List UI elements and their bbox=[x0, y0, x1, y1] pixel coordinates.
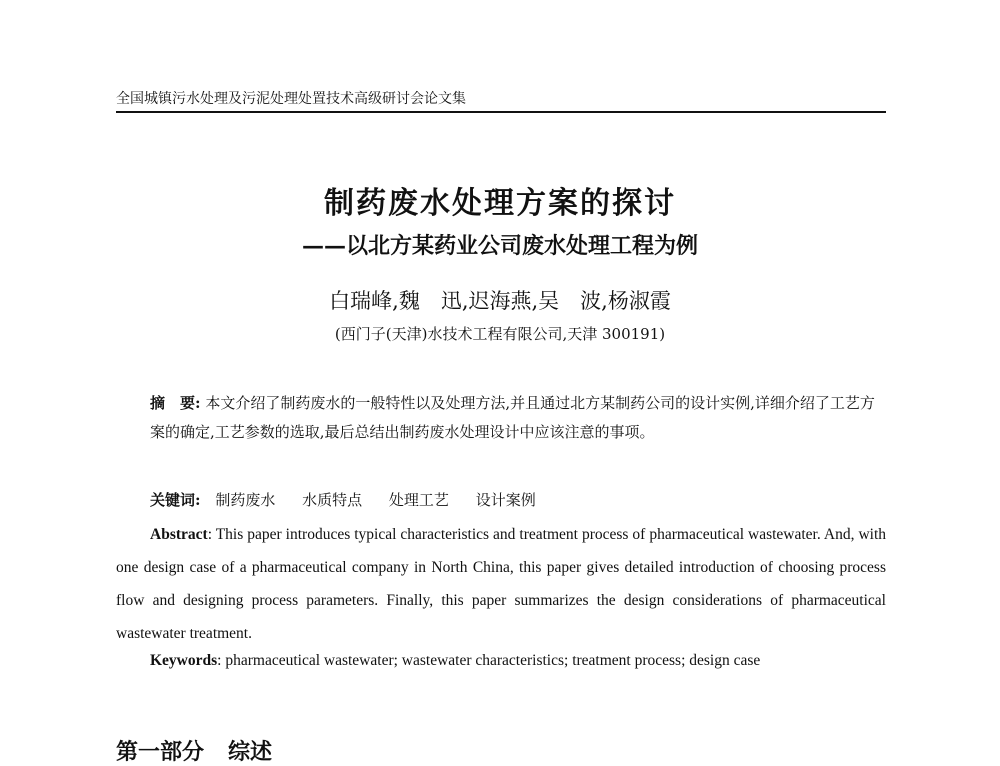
keyword-cn: 处理工艺 bbox=[388, 491, 449, 509]
keyword-cn: 制药废水 bbox=[215, 491, 276, 509]
keywords-en-text: : pharmaceutical wastewater; wastewater characteristics; treatment process; design case bbox=[217, 652, 761, 669]
section-heading bbox=[116, 735, 272, 766]
affiliation: (西门子(天津)水技术工程有限公司,天津 300191) bbox=[334, 325, 666, 343]
keywords-english bbox=[150, 652, 886, 670]
keyword-cn: 水质特点 bbox=[302, 491, 363, 509]
section-title: 综述 bbox=[228, 740, 273, 765]
abstract-english bbox=[116, 518, 886, 650]
author-list: 白瑞峰,魏 迅,迟海燕,吴 波,杨淑霞 bbox=[329, 289, 671, 313]
keywords-chinese bbox=[150, 489, 875, 510]
keyword-cn: 设计案例 bbox=[475, 491, 536, 509]
section-number: 第一部分 bbox=[116, 740, 205, 765]
paper-subtitle: ——以北方某药业公司废水处理工程为例 bbox=[301, 233, 698, 259]
abstract-chinese bbox=[150, 389, 875, 447]
keywords-en-label: Keywords bbox=[150, 652, 218, 669]
paper-title: 制药废水处理方案的探讨 bbox=[324, 186, 676, 221]
running-header bbox=[116, 88, 886, 113]
abstract-cn-text: 本文介绍了制药废水的一般特性以及处理方法,并且通过北方某制药公司的设计实例,详细介绍了工艺方案的确定,工艺参数的选取,最后总结出制药废水处理设计中应该注意的事项。 bbox=[150, 394, 875, 441]
abstract-cn-label: 摘 要: bbox=[150, 394, 201, 412]
keywords-cn-label: 关键词: bbox=[150, 491, 201, 509]
abstract-en-text: : This paper introduces typical characteristics and treatment process of pharmaceutical wastewater. And, with one design case of a pharmaceutical company in North China, this paper gives detailed introduction of choosing process flow and designing process parameters. Finally, this paper summarizes the design considerations of pharmaceutical wastewater treatment. bbox=[116, 526, 886, 642]
abstract-en-label: Abstract bbox=[150, 526, 208, 543]
running-title: 全国城镇污水处理及污泥处理处置技术高级研讨会论文集 bbox=[116, 91, 466, 107]
